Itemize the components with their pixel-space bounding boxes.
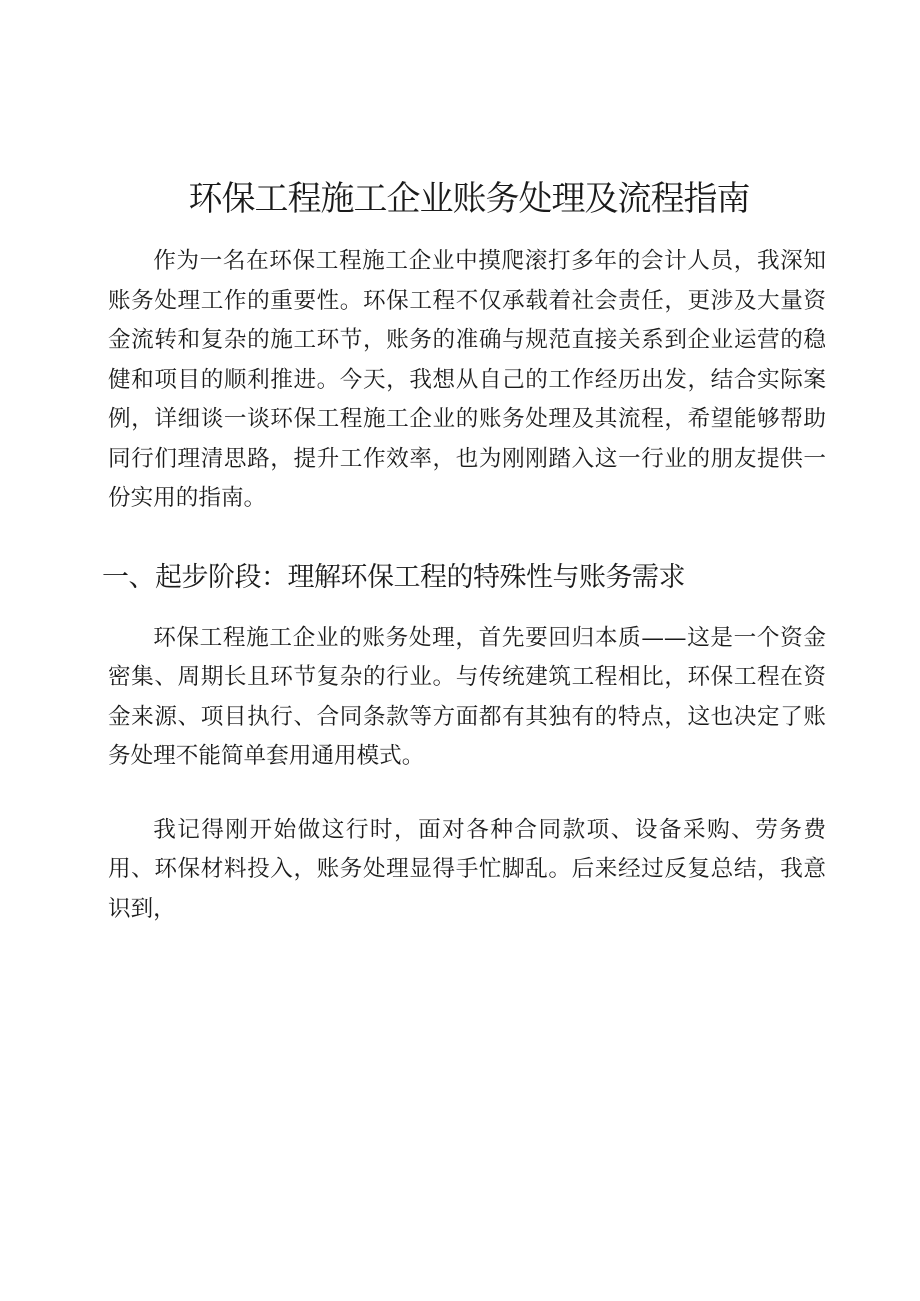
section-paragraph: 环保工程施工企业的账务处理，首先要回归本质——这是一个资金密集、周期长且环节复杂的行业。与传统建筑工程相比，环保工程在资金来源、项目执行、合同条款等方面都有其独有的特点，这也决定了账务处理不能简单套用通用模式。 [108, 624, 826, 769]
section-heading: 一、起步阶段：理解环保工程的特殊性与账务需求 [102, 561, 685, 593]
document-title: 环保工程施工企业账务处理及流程指南 [188, 179, 750, 219]
section-paragraph: 我记得刚开始做这行时，面对各种合同款项、设备采购、劳务费用、环保材料投入，账务处理显得手忙脚乱。后来经过反复总结，我意识到， [108, 816, 826, 922]
intro-paragraph: 作为一名在环保工程施工企业中摸爬滚打多年的会计人员，我深知账务处理工作的重要性。环保工程不仅承载着社会责任，更涉及大量资金流转和复杂的施工环节，账务的准确与规范直接关系到企业运营的稳健和项目的顺利推进。今天，我想从自己的工作经历出发，结合实际案例，详细谈一谈环保工程施工企业的账务处理及其流程，希望能够帮助同行们理清思路，提升工作效率，也为刚刚踏入这一行业的朋友提供一份实用的指南。 [108, 248, 826, 511]
